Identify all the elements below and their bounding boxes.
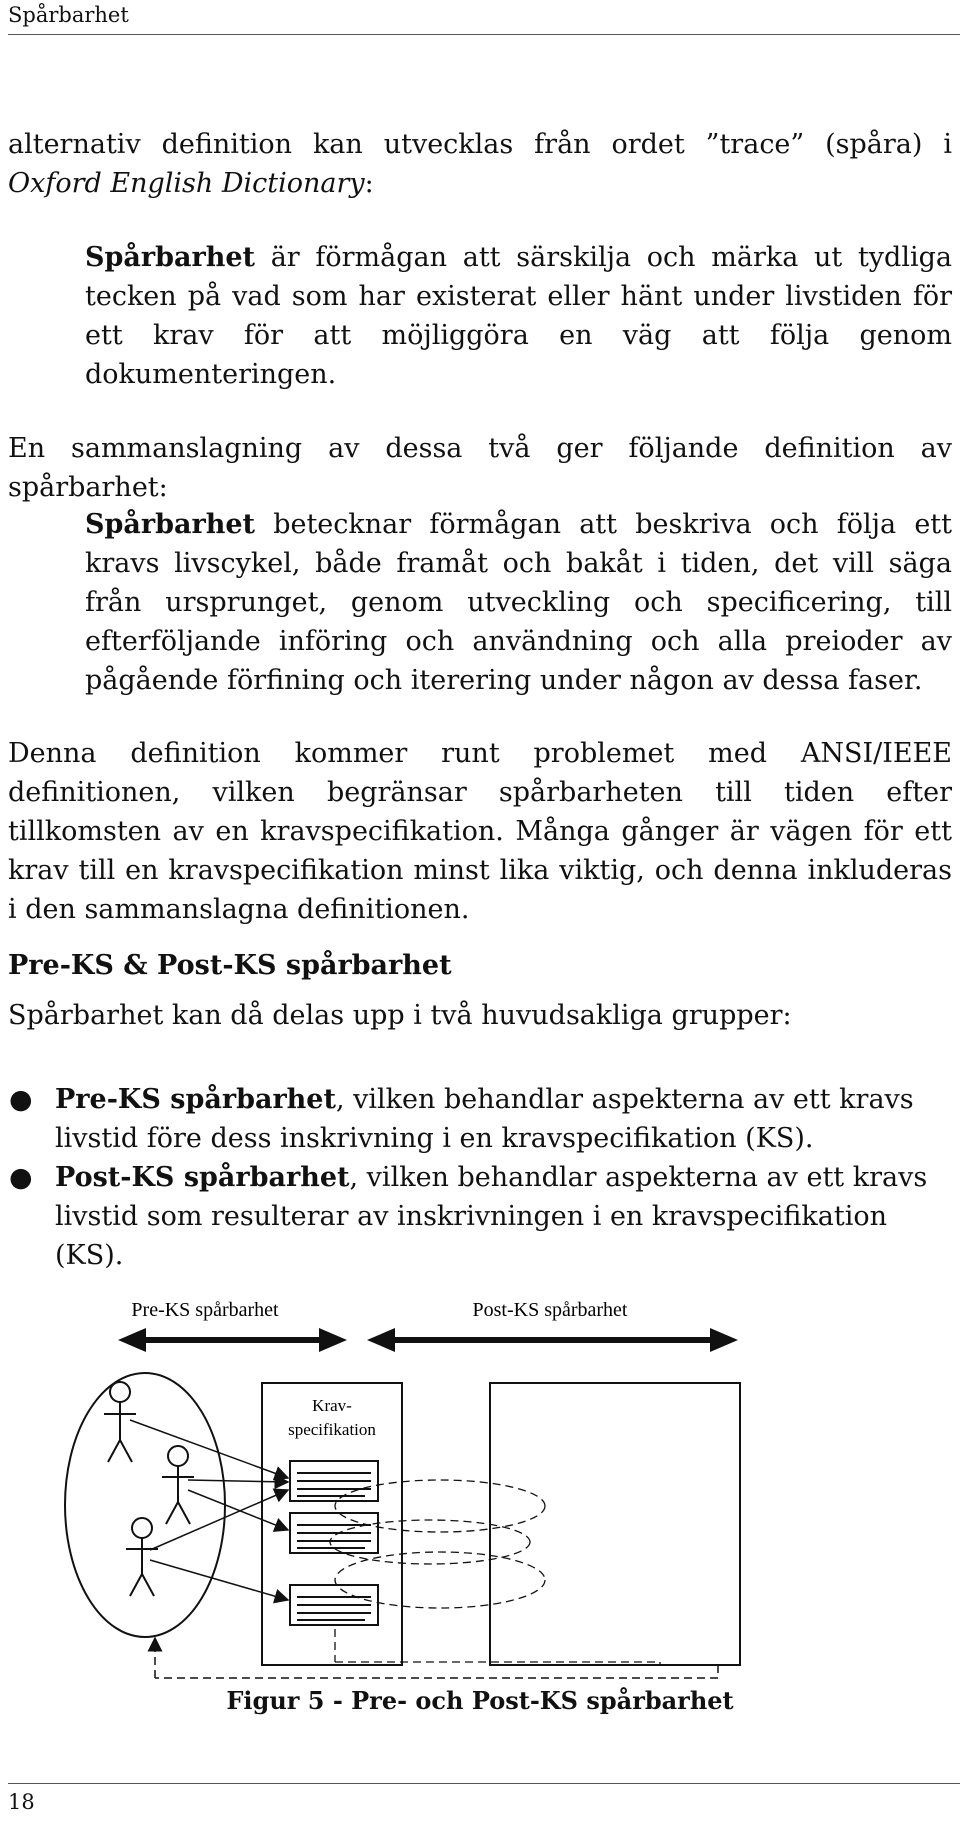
definition-quote-2 xyxy=(8,505,952,700)
intro-text-2: : xyxy=(364,168,374,199)
page-number: 18 xyxy=(8,1790,35,1814)
downstream-artifact xyxy=(490,1383,740,1665)
bullet-item-post xyxy=(8,1158,952,1275)
doc-label-line1: Krav- xyxy=(312,1396,352,1415)
post-ks-label: Post-KS spårbarhet xyxy=(472,1299,628,1321)
person-icon xyxy=(104,1382,136,1462)
quote2-term: Spårbarhet xyxy=(85,509,255,540)
quote1-term: Spårbarhet xyxy=(85,242,255,273)
bullet-item-pre xyxy=(8,1080,952,1158)
post-ks-arrow xyxy=(367,1328,738,1352)
groups-paragraph: Spårbarhet kan då delas upp i två huvudsakliga grupper: xyxy=(8,1000,792,1031)
header-title: Spårbarhet xyxy=(8,3,129,27)
bullet-icon: ● xyxy=(9,1084,33,1115)
stakeholder-ellipse xyxy=(65,1373,225,1637)
intro-source: Oxford English Dictionary xyxy=(8,168,365,199)
requirement-block xyxy=(290,1513,378,1553)
intro-text-1: alternativ definition kan utvecklas från ordet ”trace” (spåra) i xyxy=(8,129,952,160)
figure-caption: Figur 5 - Pre- och Post-KS spårbarhet xyxy=(226,1686,734,1715)
ansi-paragraph xyxy=(8,734,952,929)
bullet-icon: ● xyxy=(9,1162,33,1193)
running-header xyxy=(8,0,960,35)
quote1-text: är förmågan att särskilja och märka ut tydliga tecken på vad som har existerat eller hänt under livstiden för ett krav för att möjliggöra en väg att följa genom dokumenteringen. xyxy=(85,242,952,390)
doc-label-line2: specifikation xyxy=(288,1420,376,1439)
quote2-text: betecknar förmågan att beskriva och följa ett kravs livscykel, både framåt och bakåt i tiden, det vill säga från ursprunget, genom utveckling och specificering, till efterföljande införing och användning och alla preioder av pågående förfining och iterering under någon av dessa faser. xyxy=(85,509,952,696)
merge-text: En sammanslagning av dessa två ger följande definition av spårbarhet: xyxy=(8,433,952,503)
running-footer xyxy=(8,1783,960,1814)
person-icon xyxy=(126,1518,158,1596)
pre-ks-label: Pre-KS spårbarhet xyxy=(131,1299,279,1321)
bullet-post-term: Post-KS spårbarhet xyxy=(55,1162,350,1193)
requirement-block xyxy=(290,1461,378,1501)
back-trace-link xyxy=(155,1638,718,1678)
merge-paragraph xyxy=(8,429,952,507)
ansi-text: Denna definition kommer runt problemet med ANSI/IEEE definitionen, vilken begränsar spårbarheten till tiden efter tillkomsten av en kravspecifikation. Många gånger är vägen för ett krav till en kravspecifikation minst lika viktig, och denna inkluderas i den sammanslagna definitionen. xyxy=(8,738,952,925)
intro-paragraph xyxy=(8,125,952,203)
stakeholder-trace-links xyxy=(130,1420,288,1600)
person-icon xyxy=(162,1446,194,1524)
bullet-post-text: , vilken behandlar aspekterna av ett kravs livstid som resulterar av inskrivningen i en kravspecifikation (KS). xyxy=(55,1162,928,1271)
bullet-pre-term: Pre-KS spårbarhet xyxy=(55,1084,336,1115)
requirement-block xyxy=(290,1585,378,1625)
bullet-pre-text: , vilken behandlar aspekterna av ett kravs livstid före dess inskrivning i en kravspecifikation (KS). xyxy=(55,1084,914,1154)
forward-trace-links xyxy=(330,1480,660,1665)
definition-quote-1 xyxy=(8,238,952,394)
pre-ks-arrow xyxy=(118,1328,347,1352)
bullet-list xyxy=(8,1080,952,1275)
traceability-diagram xyxy=(0,1280,960,1680)
section-heading: Pre-KS & Post-KS spårbarhet xyxy=(8,950,452,981)
